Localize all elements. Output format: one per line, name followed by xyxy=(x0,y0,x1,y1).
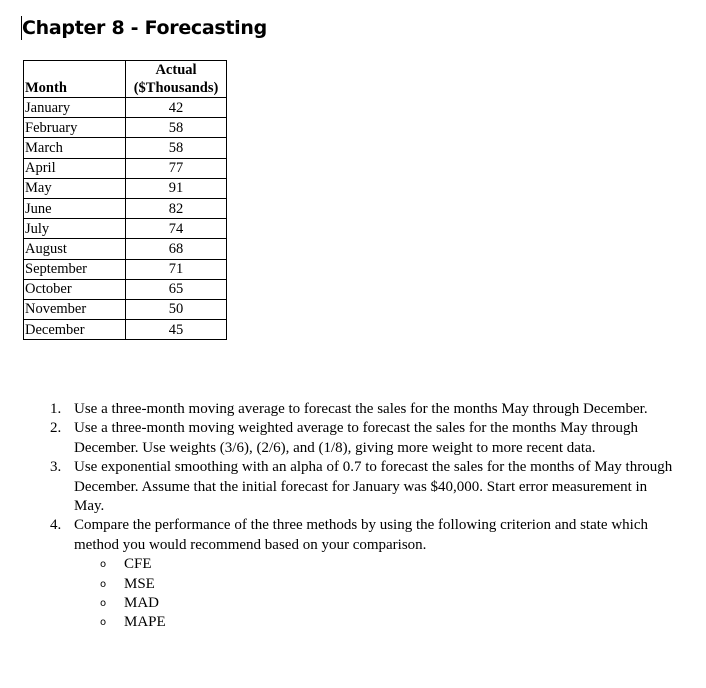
actual-cell: 65 xyxy=(126,279,227,299)
table-row xyxy=(24,158,227,178)
question-number: 1. xyxy=(50,401,62,417)
actual-cell: 42 xyxy=(126,98,227,118)
actual-cell: 91 xyxy=(126,178,227,198)
table-row xyxy=(24,279,227,299)
question-list xyxy=(50,400,680,633)
table-row xyxy=(24,118,227,138)
criteria-label: CFE xyxy=(124,556,152,573)
question-item xyxy=(50,516,680,632)
question-text: Use exponential smoothing with an alpha of 0.7 to forecast the sales for the months of May through December. Assume that the initial forecast for January was $40,000. Start error measurement in May. xyxy=(74,459,673,515)
actual-cell: 77 xyxy=(126,158,227,178)
actual-cell: 74 xyxy=(126,219,227,239)
month-cell: August xyxy=(24,239,126,259)
table-row xyxy=(24,198,227,218)
circle-bullet-icon: o xyxy=(100,617,107,629)
question-item xyxy=(50,458,680,516)
month-cell: September xyxy=(24,259,126,279)
month-cell: June xyxy=(24,198,126,218)
actual-cell: 68 xyxy=(126,239,227,259)
actual-header-line1: Actual xyxy=(155,62,197,78)
actual-cell: 82 xyxy=(126,198,227,218)
table-row xyxy=(24,98,227,118)
sales-table xyxy=(23,60,227,340)
month-cell: May xyxy=(24,178,126,198)
actual-cell: 58 xyxy=(126,118,227,138)
month-cell: November xyxy=(24,299,126,319)
criteria-item xyxy=(100,555,680,574)
month-cell: December xyxy=(24,320,126,340)
month-cell: October xyxy=(24,279,126,299)
actual-column-header xyxy=(126,61,227,98)
actual-cell: 58 xyxy=(126,138,227,158)
month-cell: January xyxy=(24,98,126,118)
actual-cell: 50 xyxy=(126,299,227,319)
circle-bullet-icon: o xyxy=(100,559,107,571)
table-row xyxy=(24,320,227,340)
question-item xyxy=(50,400,680,419)
question-number: 2. xyxy=(50,420,62,437)
table-row xyxy=(24,299,227,319)
question-item xyxy=(50,419,680,458)
month-cell: February xyxy=(24,118,126,138)
month-cell: March xyxy=(24,138,126,158)
month-column-header: Month xyxy=(24,61,126,98)
circle-bullet-icon: o xyxy=(100,578,107,590)
criteria-label: MSE xyxy=(124,575,155,592)
table-header-row xyxy=(24,61,227,98)
question-number: 4. xyxy=(50,517,62,534)
actual-cell: 45 xyxy=(126,320,227,340)
actual-header-line2: ($Thousands) xyxy=(133,80,219,96)
criteria-label: MAPE xyxy=(124,614,166,631)
question-text: Use a three-month moving average to forecast the sales for the months May through December. xyxy=(74,401,648,417)
question-text: Use a three-month moving weighted average to forecast the sales for the months May through December. Use weights (3/6), (2/6), and (1/8), giving more weight to more recent data. xyxy=(74,420,639,456)
criteria-item xyxy=(100,575,680,594)
table-row xyxy=(24,178,227,198)
month-cell: July xyxy=(24,219,126,239)
page-title: Chapter 8 - Forecasting xyxy=(22,17,267,39)
criteria-item xyxy=(100,594,680,613)
table-row xyxy=(24,239,227,259)
criteria-item xyxy=(100,613,680,632)
question-text: Compare the performance of the three methods by using the following criterion and state which method you would recommend based on your comparison. xyxy=(74,517,648,553)
table-row xyxy=(24,138,227,158)
criteria-list xyxy=(74,555,680,633)
criteria-label: MAD xyxy=(124,595,160,612)
table-row xyxy=(24,259,227,279)
question-number: 3. xyxy=(50,459,62,476)
circle-bullet-icon: o xyxy=(100,598,107,610)
month-cell: April xyxy=(24,158,126,178)
table-row xyxy=(24,219,227,239)
actual-cell: 71 xyxy=(126,259,227,279)
